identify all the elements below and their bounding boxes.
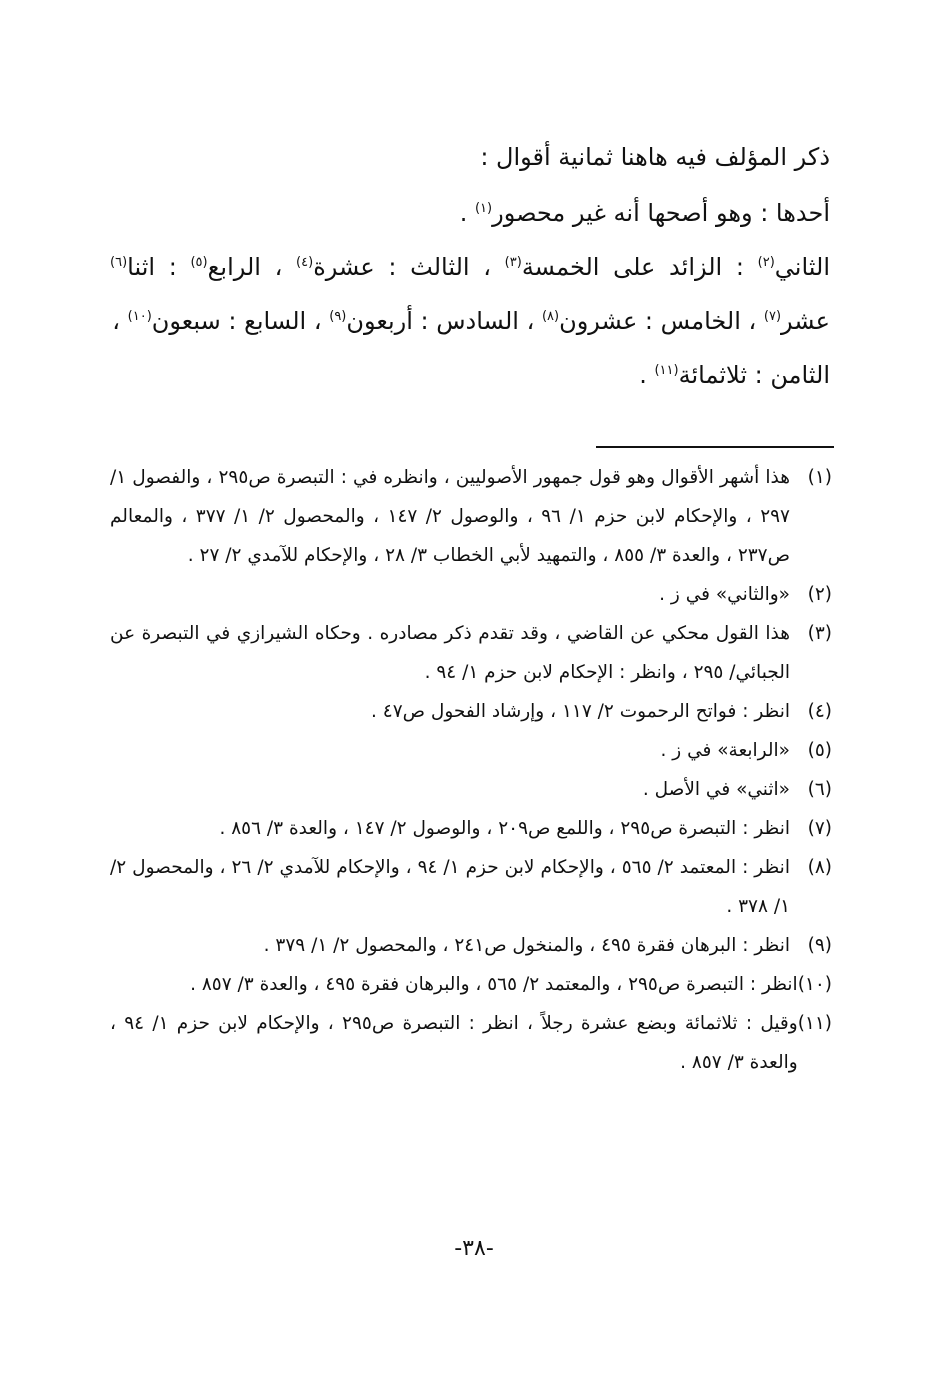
footnote-3 bbox=[110, 614, 832, 692]
main-line-3-c: ، الثالث : عشرة bbox=[313, 253, 505, 281]
footnote-number: (٥) bbox=[807, 740, 832, 761]
footnote-ref-6[interactable]: (٦) bbox=[110, 255, 128, 270]
footnote-7 bbox=[110, 809, 832, 848]
footnote-text: «الرابعة» في ز . bbox=[660, 740, 790, 761]
footnote-number: (١٠) bbox=[797, 974, 832, 995]
main-line-3-e: : اثنا bbox=[127, 253, 191, 281]
footnote-ref-8[interactable]: (٨) bbox=[541, 309, 560, 324]
main-line-3 bbox=[110, 240, 830, 348]
footnote-number: (١١) bbox=[797, 1013, 832, 1034]
footnote-text: انظر : البرهان فقرة ٤٩٥ ، والمنخول ص٢٤١ ، والمحصول ٢/ ١/ ٣٧٩ . bbox=[263, 935, 790, 956]
main-line-5-b: . bbox=[639, 361, 655, 389]
footnote-text: «والثاني» في ز . bbox=[659, 584, 790, 605]
footnote-ref-4[interactable]: (٤) bbox=[296, 255, 314, 270]
main-line-4-d: ، السابع : سبعون bbox=[151, 307, 330, 335]
footnote-number: (٨) bbox=[807, 857, 832, 878]
page-number: -٣٨- bbox=[454, 1236, 494, 1261]
footnote-4 bbox=[110, 692, 832, 731]
footnote-number: (٦) bbox=[807, 779, 832, 800]
footnote-text: انظر : فواتح الرحموت ٢/ ١١٧ ، وإرشاد الفحول ص٤٧ . bbox=[371, 701, 790, 722]
footnote-ref-1[interactable]: (١) bbox=[474, 201, 493, 216]
footnote-ref-2[interactable]: (٢) bbox=[757, 255, 775, 270]
footnote-number: (٩) bbox=[807, 935, 832, 956]
footnote-1 bbox=[110, 458, 832, 575]
footnote-text: وقيل : ثلاثمائة وبضع عشرة رجلاً ، انظر : التبصرة ص٢٩٥ ، والإحكام لابن حزم ١/ ٩٤ ، والعدة ٣/ ٨٥٧ . bbox=[110, 1013, 798, 1073]
footnote-5 bbox=[110, 731, 832, 770]
footnote-number: (٤) bbox=[807, 701, 832, 722]
footnote-9 bbox=[110, 926, 832, 965]
main-line-3-d: ، الرابع bbox=[207, 253, 297, 281]
footnote-text: انظر : المعتمد ٢/ ٥٦٥ ، والإحكام لابن حزم ١/ ٩٤ ، والإحكام للآمدي ٢/ ٢٦ ، والمحصول ٢/ ١/ ٣٧٨ . bbox=[110, 857, 790, 917]
footnote-separator bbox=[596, 446, 834, 448]
main-line-4-b: ، الخامس : عشرون bbox=[559, 307, 764, 335]
footnote-text: «اثني» في الأصل . bbox=[642, 779, 790, 800]
footnote-number: (٧) bbox=[807, 818, 832, 839]
main-line-4-c: ، السادس : أربعون bbox=[346, 307, 542, 335]
main-line-3-b: : الزائد على الخمسة bbox=[521, 253, 758, 281]
footnote-8 bbox=[110, 848, 832, 926]
footnote-10 bbox=[110, 965, 832, 1004]
main-line-2 bbox=[110, 186, 830, 240]
main-text-block bbox=[110, 130, 830, 402]
footnote-6 bbox=[110, 770, 832, 809]
main-line-4-a: عشر bbox=[781, 307, 830, 335]
main-line-2-end: . bbox=[459, 199, 475, 227]
footnote-ref-9[interactable]: (٩) bbox=[329, 309, 347, 324]
footnote-text: انظر : التبصرة ص٢٩٥ ، واللمع ص٢٠٩ ، والوصول ٢/ ١٤٧ ، والعدة ٣/ ٨٥٦ . bbox=[219, 818, 790, 839]
footnote-number: (١) bbox=[807, 467, 832, 488]
main-line-3-a: الثاني bbox=[774, 253, 830, 281]
main-text bbox=[110, 130, 830, 402]
footnote-ref-7[interactable]: (٧) bbox=[763, 309, 782, 324]
footnote-ref-11[interactable]: (١١) bbox=[654, 363, 679, 378]
main-line-1-text: ذكر المؤلف فيه هاهنا ثمانية أقوال : bbox=[480, 143, 830, 171]
footnote-number: (٢) bbox=[807, 584, 832, 605]
footnote-2 bbox=[110, 575, 832, 614]
main-line-5-a: الثامن : ثلاثمائة bbox=[678, 361, 830, 389]
main-line-1 bbox=[110, 130, 830, 184]
main-line-4-e: ، bbox=[112, 307, 128, 335]
footnote-text: انظر : التبصرة ص٢٩٥ ، والمعتمد ٢/ ٥٦٥ ، والبرهان فقرة ٤٩٥ ، والعدة ٣/ ٨٥٧ . bbox=[190, 974, 798, 995]
footnote-11 bbox=[110, 1004, 832, 1082]
footnote-text: هذا القول محكي عن القاضي ، وقد تقدم ذكر مصادره . وحكاه الشيرازي في التبصرة عن الجبائي/ ٢٩٥ ، وانظر : الإحكام لابن حزم ١/ ٩٤ . bbox=[110, 623, 790, 683]
main-line-2-text: أحدها : وهو أصحها أنه غير محصور bbox=[492, 199, 830, 227]
footnotes bbox=[110, 458, 832, 1082]
footnote-ref-3[interactable]: (٣) bbox=[504, 255, 522, 270]
footnote-ref-5[interactable]: (٥) bbox=[190, 255, 208, 270]
footnote-number: (٣) bbox=[807, 623, 832, 644]
footnote-ref-10[interactable]: (١٠) bbox=[127, 309, 152, 324]
footnote-text: هذا أشهر الأقوال وهو قول جمهور الأصوليين ، وانظره في : التبصرة ص٢٩٥ ، والفصول ١/ ٢٩٧ ، والإحكام لابن حزم ١/ ٩٦ ، والوصول ٢/ ١٤٧ ، والمحصول ٢/ ١/ ٣٧٧ ، والمعالم ص٢٣٧ ، والعدة ٣/ ٨٥٥ ، والتمهيد لأبي الخطاب ٣/ ٢٨ ، والإحكام للآمدي ٢/ ٢٧ . bbox=[110, 467, 790, 566]
main-line-5 bbox=[110, 348, 830, 402]
